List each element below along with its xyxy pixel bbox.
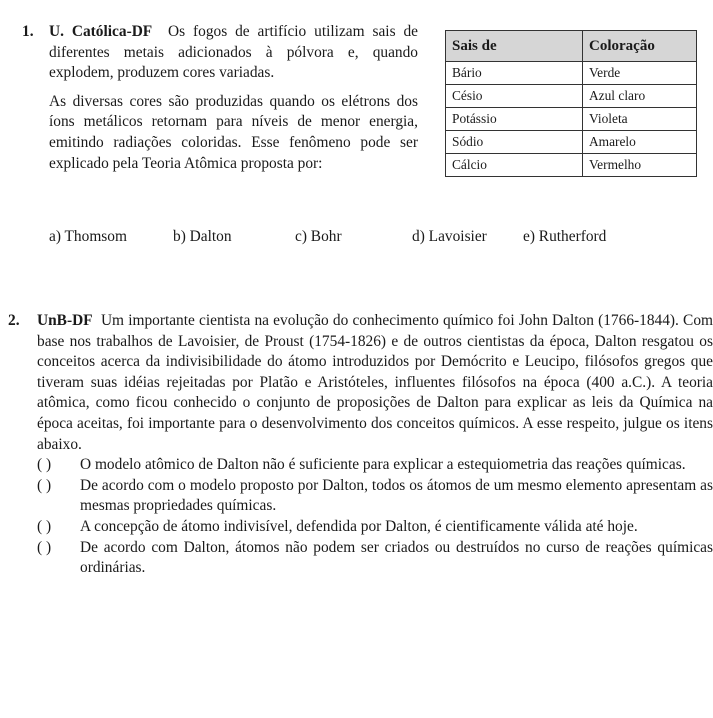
judgment-item: [37, 517, 713, 538]
option-a: a) Thomsom: [49, 228, 127, 245]
intro-text: Um importante cientista na evolução do conhecimento químico foi John Dalton (1766-1844). Com base nos trabalhos de Lavoisier, de Proust (1754-1826) e de outros cientistas da época, Dalton resgatou os conceitos acerca da indivisibilidade do átomo introduzidos por Demócrito e Leucipo, filósofos gregos que tiveram suas idéias rejeitadas por Platão e Aristóteles, influentes filósofos na época (400 a.C.). A teoria atômica, como ficou conhecido o conjunto de proposições de Dalton para explicar as leis da Química na época aceitas, foi importante para o desenvolvimento dos conceitos químicos. A esse respeito, julgue os itens abaixo.: [37, 312, 713, 453]
item-text: De acordo com Dalton, átomos não podem ser criados ou destruídos no curso de reações químicas ordinárias.: [80, 538, 713, 577]
answer-box[interactable]: ( ): [37, 476, 52, 494]
item-text: De acordo com o modelo proposto por Dalton, todos os átomos de um mesmo elemento apresentam as mesmas propriedades químicas.: [80, 476, 713, 515]
answer-box[interactable]: ( ): [37, 456, 52, 474]
table-row: [446, 154, 697, 177]
question-body: [49, 22, 418, 174]
question-number: 2.: [8, 312, 20, 329]
table-cell: Césio: [446, 85, 583, 108]
table-row: [446, 131, 697, 154]
table-cell: Amarelo: [583, 131, 697, 154]
table-header: Sais de: [446, 31, 583, 62]
question-source: UnB-DF: [37, 312, 93, 329]
table-row: [446, 108, 697, 131]
option-b: b) Dalton: [173, 228, 232, 245]
question-1: [22, 22, 418, 174]
salts-color-table: [445, 30, 697, 177]
question-intro: [37, 311, 713, 455]
table-header-row: [446, 31, 697, 62]
question-2: [8, 311, 713, 579]
table-cell: Violeta: [583, 108, 697, 131]
question-source: U. Católica-DF: [49, 23, 153, 40]
option-c: c) Bohr: [295, 228, 342, 245]
judgment-item: [37, 455, 713, 476]
table-cell: Potássio: [446, 108, 583, 131]
option-e: e) Rutherford: [523, 228, 607, 245]
table-cell: Bário: [446, 62, 583, 85]
table-cell: Cálcio: [446, 154, 583, 177]
item-text: O modelo atômico de Dalton não é suficiente para explicar a estequiometria das reações químicas.: [80, 456, 686, 474]
paragraph-1-text: Os fogos de artifício utilizam sais de diferentes metais adicionados à pólvora e, quando explodem, produzem cores variadas.: [49, 23, 418, 82]
table-header: Coloração: [583, 31, 697, 62]
table-row: [446, 85, 697, 108]
option-d: d) Lavoisier: [412, 228, 487, 245]
judgment-item: [37, 538, 713, 579]
table-cell: Verde: [583, 62, 697, 85]
table-cell: Azul claro: [583, 85, 697, 108]
judgment-item: [37, 476, 713, 517]
answer-box[interactable]: ( ): [37, 538, 52, 556]
answer-box[interactable]: ( ): [37, 517, 52, 535]
table-cell: Vermelho: [583, 154, 697, 177]
paragraph-2: As diversas cores são produzidas quando os elétrons dos íons metálicos retornam para níveis de menor energia, emitindo radiações coloridas. Esse fenômeno pode ser explicado pela Teoria Atômica proposta por:: [49, 92, 418, 172]
item-text: A concepção de átomo indivisível, defendida por Dalton, é cientificamente válida até hoje.: [80, 517, 638, 535]
question-number: 1.: [22, 23, 34, 40]
paragraph-1: [49, 22, 418, 84]
table-row: [446, 62, 697, 85]
table-cell: Sódio: [446, 131, 583, 154]
